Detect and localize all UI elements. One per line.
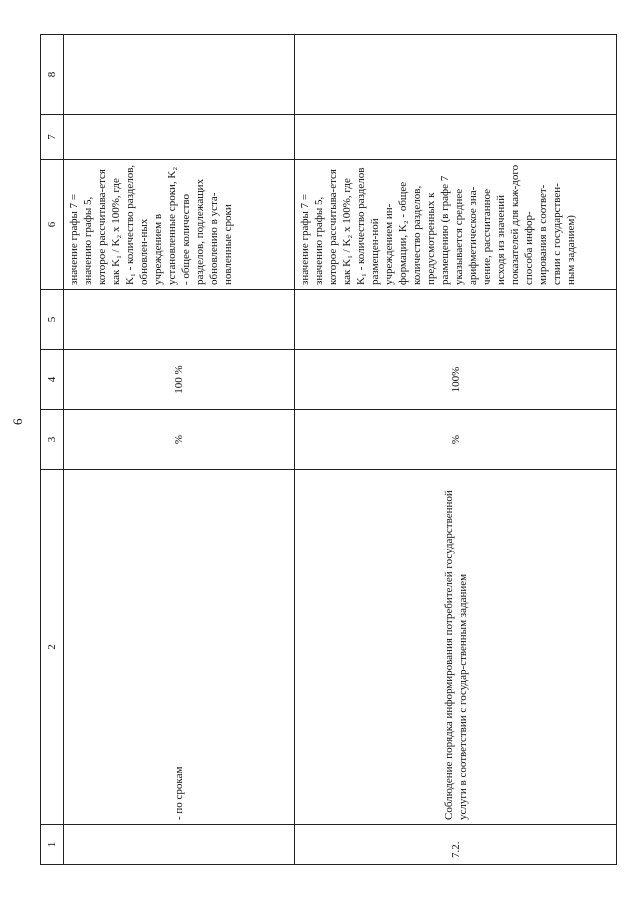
- page-number: 6: [10, 418, 25, 425]
- unit-cell: %: [295, 410, 617, 470]
- header-col-3: 3: [41, 410, 64, 470]
- table-header-row: [41, 35, 64, 865]
- header-col-2: 2: [41, 470, 64, 825]
- header-col-7: 7: [41, 115, 64, 160]
- table-row: [295, 35, 617, 865]
- header-col-6: 6: [41, 160, 64, 290]
- col8-cell: [64, 35, 295, 115]
- planned-value: 100%: [295, 350, 617, 410]
- formula-text: значение графы 7 = значению графы 5, которое рассчитыва-ется как K₁ / K₂ x 100%, где K₁ - количество разделов размещен-ной учреждением ин-формации, K₂ - общее количество разделов, предусмотренных к размещению (в графе 7 указывается среднее арифметическое зна-чение, рассчитанное исходя из значений показателей для каж-дого способа инфор-мирования в соответ-ствии с государствен-ным заданием): [295, 160, 617, 290]
- unit-cell: %: [64, 410, 295, 470]
- col7-cell: [295, 115, 617, 160]
- table-row: [64, 35, 295, 865]
- indicator-name: - по срокам: [64, 470, 295, 825]
- report-table-wrapper: [40, 35, 635, 865]
- col5-cell: [64, 290, 295, 350]
- header-col-5: 5: [41, 290, 64, 350]
- row-number: [64, 825, 295, 865]
- header-col-1: 1: [41, 825, 64, 865]
- col7-cell: [64, 115, 295, 160]
- header-col-8: 8: [41, 35, 64, 115]
- planned-value: 100 %: [64, 350, 295, 410]
- header-col-4: 4: [41, 350, 64, 410]
- indicator-name: Соблюдение порядка информирования потребителей государственной услуги в соответствии с государ-ственным заданием: [295, 470, 617, 825]
- formula-text: значение графы 7 = значению графы 5, которое рассчитыва-ется как K₁ / K₂ x 100%, где K₁ - количество разделов, обновлен-ных учреждением в установленные сроки, K₂ - общее количество разделов, подлежащих обновлению в уста-новленные сроки: [64, 160, 295, 290]
- row-number: 7.2.: [295, 825, 617, 865]
- col5-cell: [295, 290, 617, 350]
- col8-cell: [295, 35, 617, 115]
- report-table: [40, 34, 617, 865]
